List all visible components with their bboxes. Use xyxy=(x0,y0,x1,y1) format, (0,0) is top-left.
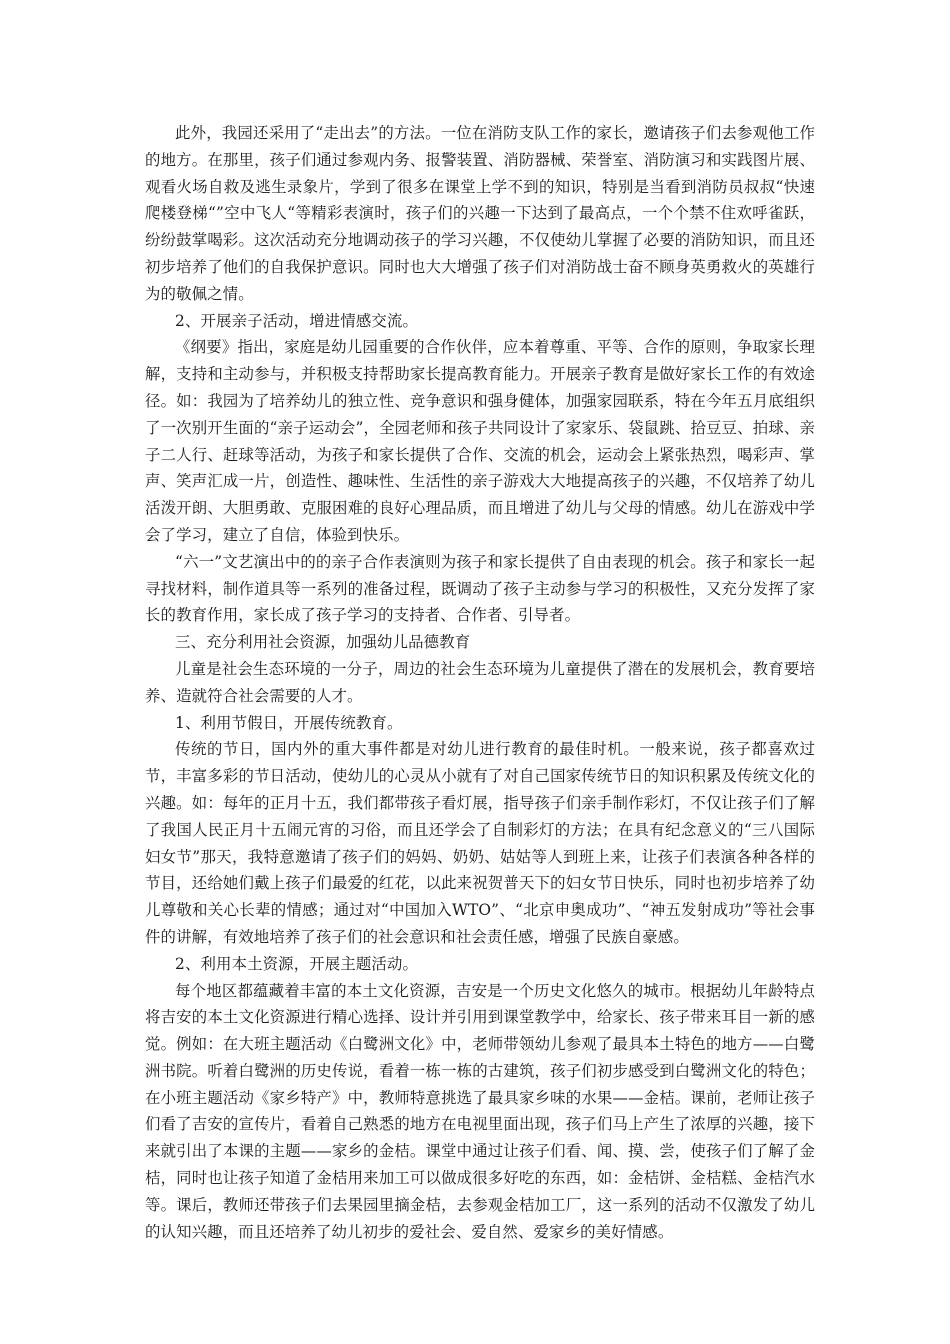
section-heading-local-resources: 2、利用本土资源，开展主题活动。 xyxy=(175,954,419,973)
paragraph-social-environment: 儿童是社会生态环境的一分子，周边的社会生态环境为儿童提供了潜在的发展机会，教育要培养、造就符合社会需要的人才。 xyxy=(145,659,815,705)
document-body xyxy=(145,120,815,1245)
section-heading-social-resources: 三、充分利用社会资源，加强幼儿品德教育 xyxy=(175,633,471,652)
paragraph-guidelines-sports-meet: 《纲要》指出，家庭是幼儿园重要的合作伙伴，应本着尊重、平等、合作的原则，争取家长理解，支持和主动参与，并积极支持帮助家长提高教育能力。开展亲子教育是做好家长工作的有效途径。如：我园为了培养幼儿的独立性、竞争意识和强身健体，加强家园联系，特在今年五月底组织了一次别开生面的“亲子运动会”，全园老师和孩子共同设计了家家乐、袋鼠跳、拾豆豆、拍球、亲子二人行、赶球等活动，为孩子和家长提供了合作、交流的机会，运动会上紧张热烈，喝彩声、掌声、笑声汇成一片，创造性、趣味性、生活性的亲子游戏大大地提高孩子的兴趣，不仅培养了幼儿活泼开朗、大胆勇敢、克服困难的良好心理品质，而且增进了幼儿与父母的情感。幼儿在游戏中学会了学习，建立了自信，体验到快乐。 xyxy=(145,338,815,544)
section-heading-parent-child: 2、开展亲子活动，增进情感交流。 xyxy=(175,311,419,330)
paragraph-traditional-festivals: 传统的节日，国内外的重大事件都是对幼儿进行教育的最佳时机。一般来说，孩子都喜欢过节，丰富多彩的节日活动，使幼儿的心灵从小就有了对自己国家传统节日的知识积累及传统文化的兴趣。如：每年的正月十五，我们都带孩子看灯展，指导孩子们亲手制作彩灯，不仅让孩子们了解了我国人民正月十五闹元宵的习俗，而且还学会了自制彩灯的方法；在具有纪念意义的“三八国际妇女节”那天，我特意邀请了孩子们的妈妈、奶奶、姑姑等人到班上来，让孩子们表演各种各样的节目，还给她们戴上孩子们最爱的红花，以此来祝贺普天下的妇女节日快乐，同时也初步培养了幼儿尊敬和关心长辈的情感；通过对“中国加入WTO”、“北京申奥成功”、“神五发射成功”等社会事件的讲解，有效地培养了孩子们的社会意识和社会责任感，增强了民族自豪感。 xyxy=(145,740,815,946)
section-heading-holidays: 1、利用节假日，开展传统教育。 xyxy=(175,713,403,732)
paragraph-local-culture: 每个地区都蕴藏着丰富的本土文化资源，吉安是一个历史文化悠久的城市。根据幼儿年龄特点将吉安的本土文化资源进行精心选择、设计并引用到课堂教学中，给家长、孩子带来耳目一新的感觉。例如：在大班主题活动《白鹭洲文化》中，老师带领幼儿参观了最具本土特色的地方——白鹭洲书院。听着白鹭洲的历史传说，看着一栋一栋的古建筑，孩子们初步感受到白鹭洲文化的特色；在小班主题活动《家乡特产》中，教师特意挑选了最具家乡味的水果——金桔。课前，老师让孩子们看了吉安的宣传片，看着自己熟悉的地方在电视里面出现，孩子们马上产生了浓厚的兴趣，接下来就引出了本课的主题——家乡的金桔。课堂中通过让孩子们看、闻、摸、尝，使孩子们了解了金桔，同时也让孩子知道了金桔用来加工可以做成很多好吃的东西，如：金桔饼、金桔糕、金桔汽水等。课后，教师还带孩子们去果园里摘金桔，去参观金桔加工厂，这一系列的活动不仅激发了幼儿的认知兴趣，而且还培养了幼儿初步的爱社会、爱自然、爱家乡的美好情感。 xyxy=(145,981,815,1241)
paragraph-childrens-day: “六一”文艺演出中的的亲子合作表演则为孩子和家长提供了自由表现的机会。孩子和家长一起寻找材料，制作道具等一系列的准备过程，既调动了孩子主动参与学习的积极性，又充分发挥了家长的教育作用，家长成了孩子学习的支持者、合作者、引导者。 xyxy=(145,552,815,625)
paragraph-fire-station-visit: 此外，我园还采用了“走出去”的方法。一位在消防支队工作的家长，邀请孩子们去参观他工作的地方。在那里，孩子们通过参观内务、报警装置、消防器械、荣誉室、消防演习和实践图片展、观看火场自救及逃生录象片，学到了很多在课堂上学不到的知识，特别是当看到消防员叔叔“快速爬楼登梯“”空中飞人“等精彩表演时，孩子们的兴趣一下达到了最高点，一个个禁不住欢呼雀跃，纷纷鼓掌喝彩。这次活动充分地调动孩子的学习兴趣，不仅使幼儿掌握了必要的消防知识，而且还初步培养了他们的自我保护意识。同时也大大增强了孩子们对消防战士奋不顾身英勇救火的英雄行为的敬佩之情。 xyxy=(145,124,815,303)
